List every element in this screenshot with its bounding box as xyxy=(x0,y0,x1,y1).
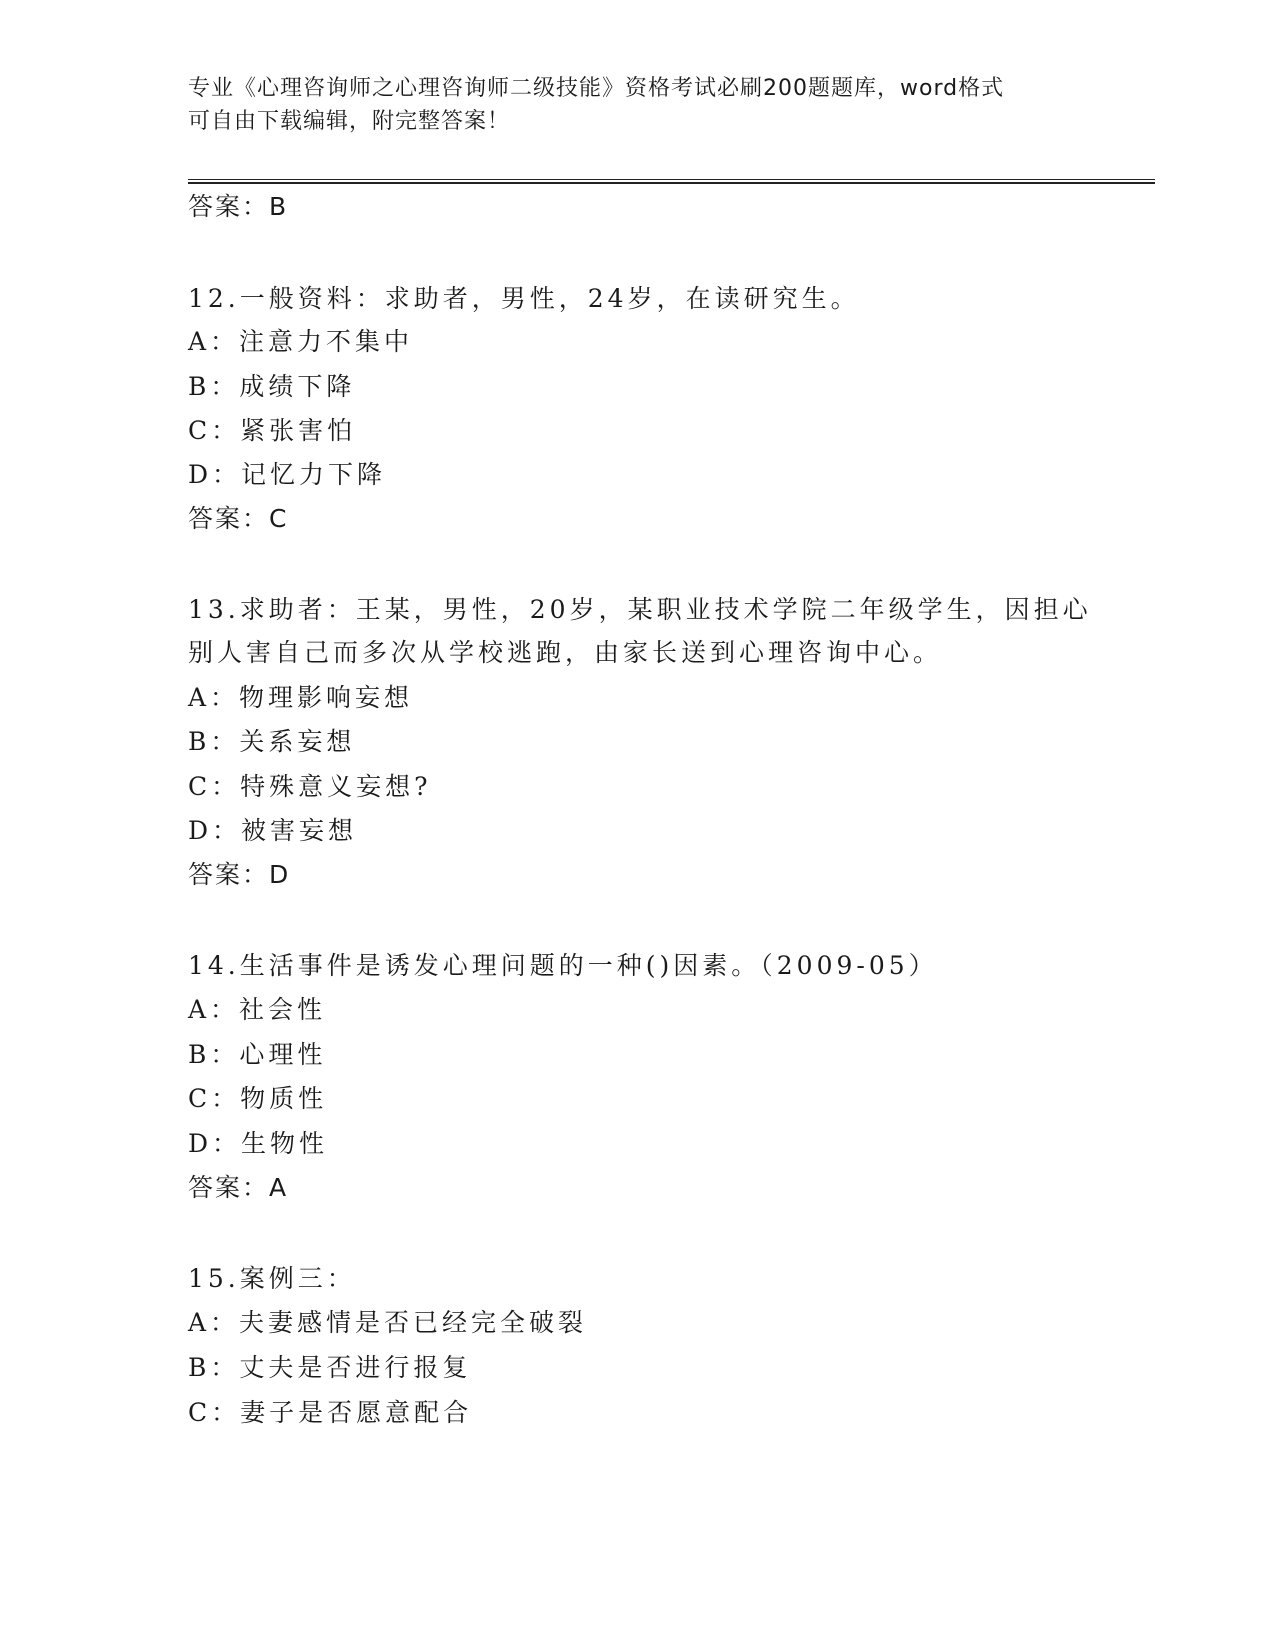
answer-line: 答案：B xyxy=(188,192,289,221)
option-b: B：成绩下降 xyxy=(188,372,356,401)
option-a: A：夫妻感情是否已经完全破裂 xyxy=(188,1308,588,1337)
question-stem-15: 15.案例三： xyxy=(188,1264,356,1293)
option-a: A：注意力不集中 xyxy=(188,327,414,356)
question-stem-14: 14.生活事件是诱发心理问题的一种()因素。（2009-05） xyxy=(188,951,938,980)
option-b: B：心理性 xyxy=(188,1040,327,1069)
option-a: A：物理影响妄想 xyxy=(188,683,414,712)
option-a: A：社会性 xyxy=(188,995,327,1024)
header-line-1: 专业《心理咨询师之心理咨询师二级技能》资格考试必刷200题题库，word格式 xyxy=(188,76,1005,101)
option-d: D：生物性 xyxy=(188,1129,329,1158)
option-c: C：特殊意义妄想? xyxy=(188,772,432,801)
option-d: D：被害妄想 xyxy=(188,816,358,845)
header-line-2: 可自由下载编辑，附完整答案！ xyxy=(188,109,511,134)
option-c: C：物质性 xyxy=(188,1084,328,1113)
header-divider xyxy=(188,179,1155,180)
option-b: B：丈夫是否进行报复 xyxy=(188,1353,472,1382)
answer-line: 答案：D xyxy=(188,860,291,889)
option-b: B：关系妄想 xyxy=(188,727,356,756)
header-divider-thick xyxy=(188,182,1155,184)
document-header xyxy=(188,72,1068,138)
answer-line: 答案：A xyxy=(188,1173,289,1202)
question-stem-13-line-1: 13.求助者：王某，男性，20岁，某职业技术学院二年级学生，因担心 xyxy=(188,595,1092,624)
option-d: D：记忆力下降 xyxy=(188,460,387,489)
question-stem-13-line-2: 别人害自己而多次从学校逃跑，由家长送到心理咨询中心。 xyxy=(188,638,943,667)
option-c: C：紧张害怕 xyxy=(188,416,357,445)
option-c: C：妻子是否愿意配合 xyxy=(188,1398,473,1427)
answer-line: 答案：C xyxy=(188,504,289,533)
question-stem-12: 12.一般资料：求助者，男性，24岁，在读研究生。 xyxy=(188,284,860,313)
